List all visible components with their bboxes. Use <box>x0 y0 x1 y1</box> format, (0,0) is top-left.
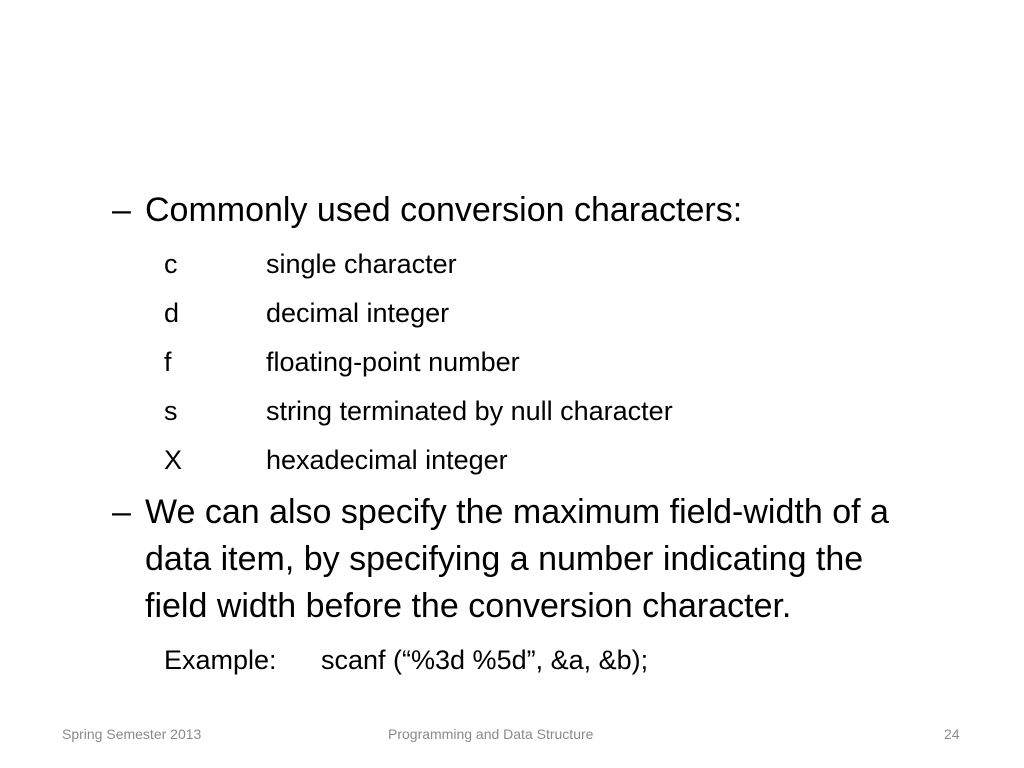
bullet-conversion-characters <box>112 187 872 234</box>
conversion-description: string terminated by null character <box>266 396 673 426</box>
conversion-description: hexadecimal integer <box>266 445 508 475</box>
bullet-text-line: field width before the conversion character. <box>145 587 792 625</box>
conversion-char: c <box>164 249 178 279</box>
conversion-description: single character <box>266 249 457 279</box>
conversion-char: X <box>164 445 183 475</box>
bullet-text: Commonly used conversion characters: <box>145 191 743 229</box>
conversion-char: d <box>164 298 180 328</box>
bullet-text <box>145 489 889 630</box>
example-label: Example: <box>164 645 277 675</box>
footer-page-number: 24 <box>944 726 960 742</box>
footer-course-title: Programming and Data Structure <box>388 726 594 742</box>
bullet-field-width <box>112 489 972 630</box>
footer-semester: Spring Semester 2013 <box>62 726 202 742</box>
bullet-text-line: data item, by specifying a number indicating the <box>145 540 864 578</box>
conversion-char: s <box>164 396 178 426</box>
bullet-text-line: We can also specify the maximum field-width of a <box>145 493 889 531</box>
example-code: scanf (“%3d %5d”, &a, &b); <box>321 645 649 675</box>
conversion-char: f <box>164 347 172 377</box>
bullet-dash: – <box>112 493 131 531</box>
bullet-dash: – <box>112 191 131 229</box>
conversion-description: floating-point number <box>266 347 520 377</box>
conversion-description: decimal integer <box>266 298 450 328</box>
